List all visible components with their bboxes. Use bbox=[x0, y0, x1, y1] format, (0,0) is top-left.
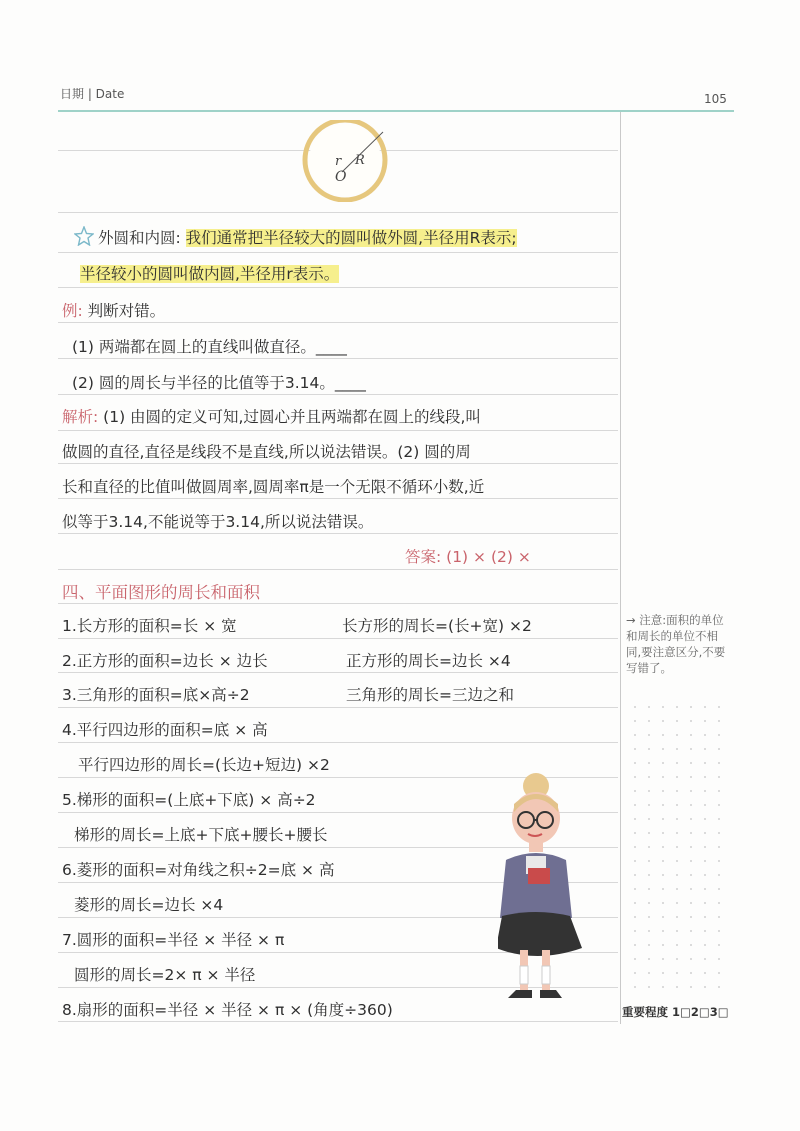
circle-diagram bbox=[295, 120, 395, 202]
importance-rating: 重要程度 1□2□3□ bbox=[622, 1005, 729, 1019]
ruled-line bbox=[58, 463, 618, 464]
ruled-line bbox=[58, 252, 618, 253]
formula-5-area: 5.梯形的面积=(上底+下底) × 高÷2 bbox=[62, 791, 316, 809]
example-question-1: (1) 两端都在圆上的直线叫做直径。____ bbox=[72, 338, 347, 356]
ruled-line bbox=[58, 742, 618, 743]
definition-term: 外圆和内圆: bbox=[98, 229, 181, 247]
o-label: O bbox=[335, 169, 347, 185]
ruled-line bbox=[58, 498, 618, 499]
definition-line-1 bbox=[98, 226, 517, 248]
margin-divider bbox=[620, 112, 621, 1024]
side-note: → 注意:面积的单位和周长的单位不相同,要注意区分,不要写错了。 bbox=[626, 613, 726, 675]
ruled-line bbox=[58, 212, 618, 213]
definition-highlight-2: 半径较小的圆叫做内圆,半径用r表示。 bbox=[80, 265, 340, 283]
header-rule bbox=[58, 110, 734, 112]
formula-6-perimeter: 菱形的周长=边长 ×4 bbox=[74, 896, 224, 914]
ruled-line bbox=[58, 707, 618, 708]
ruled-line bbox=[58, 358, 618, 359]
ruled-line bbox=[58, 603, 618, 604]
formula-3-area: 3.三角形的面积=底×高÷2 bbox=[62, 686, 250, 704]
formula-4-perimeter: 平行四边形的周长=(长边+短边) ×2 bbox=[78, 756, 330, 774]
formula-1-perimeter: 长方形的周长=(长+宽) ×2 bbox=[342, 617, 532, 635]
formula-2-perimeter: 正方形的周长=边长 ×4 bbox=[346, 652, 511, 670]
explanation-line-2: 做圆的直径,直径是线段不是直线,所以说法错误。(2) 圆的周 bbox=[62, 443, 471, 461]
r-label: r bbox=[335, 154, 342, 169]
formula-4-area: 4.平行四边形的面积=底 × 高 bbox=[62, 721, 268, 739]
circle-fill bbox=[309, 124, 381, 196]
page-number: 105 bbox=[704, 92, 727, 106]
star-icon bbox=[74, 226, 94, 246]
explanation-line-4: 似等于3.14,不能说等于3.14,所以说法错误。 bbox=[62, 513, 374, 531]
date-label: 日期 | Date bbox=[60, 87, 125, 101]
formula-1-area: 1.长方形的面积=长 × 宽 bbox=[62, 617, 237, 635]
formula-6-area: 6.菱形的面积=对角线之积÷2=底 × 高 bbox=[62, 861, 335, 879]
R-label: R bbox=[355, 153, 365, 168]
ruled-line bbox=[58, 533, 618, 534]
formula-7-area: 7.圆形的面积=半径 × 半径 × π bbox=[62, 931, 285, 949]
ruled-line bbox=[58, 430, 618, 431]
example-heading bbox=[62, 299, 165, 321]
example-title: 判断对错。 bbox=[87, 302, 166, 320]
dot-grid bbox=[628, 700, 730, 1000]
formula-7-perimeter: 圆形的周长=2× π × 半径 bbox=[74, 966, 256, 984]
formula-2-area: 2.正方形的面积=边长 × 边长 bbox=[62, 652, 268, 670]
ruled-line bbox=[58, 672, 618, 673]
answer-line: 答案: (1) × (2) × bbox=[405, 548, 531, 566]
girl-illustration bbox=[498, 768, 598, 1013]
definition-line-2 bbox=[80, 262, 339, 284]
example-question-2: (2) 圆的周长与半径的比值等于3.14。____ bbox=[72, 374, 366, 392]
ruled-line bbox=[58, 394, 618, 395]
ruled-line bbox=[58, 638, 618, 639]
ruled-line bbox=[58, 1021, 618, 1022]
formula-3-perimeter: 三角形的周长=三边之和 bbox=[346, 686, 514, 704]
example-label: 例: bbox=[62, 302, 83, 320]
explanation-line-1 bbox=[62, 405, 481, 427]
explanation-text-1: (1) 由圆的定义可知,过圆心并且两端都在圆上的线段,叫 bbox=[103, 408, 481, 426]
section-title: 四、平面图形的周长和面积 bbox=[62, 583, 260, 602]
definition-highlight-1: 我们通常把半径较大的圆叫做外圆,半径用R表示; bbox=[185, 229, 517, 247]
ruled-line bbox=[58, 287, 618, 288]
explanation-label: 解析: bbox=[62, 408, 99, 426]
ruled-line bbox=[58, 569, 618, 570]
explanation-line-3: 长和直径的比值叫做圆周率,圆周率π是一个无限不循环小数,近 bbox=[62, 478, 485, 496]
ruled-line bbox=[58, 322, 618, 323]
formula-5-perimeter: 梯形的周长=上底+下底+腰长+腰长 bbox=[74, 826, 328, 844]
formula-8-area: 8.扇形的面积=半径 × 半径 × π × (角度÷360) bbox=[62, 1001, 393, 1019]
